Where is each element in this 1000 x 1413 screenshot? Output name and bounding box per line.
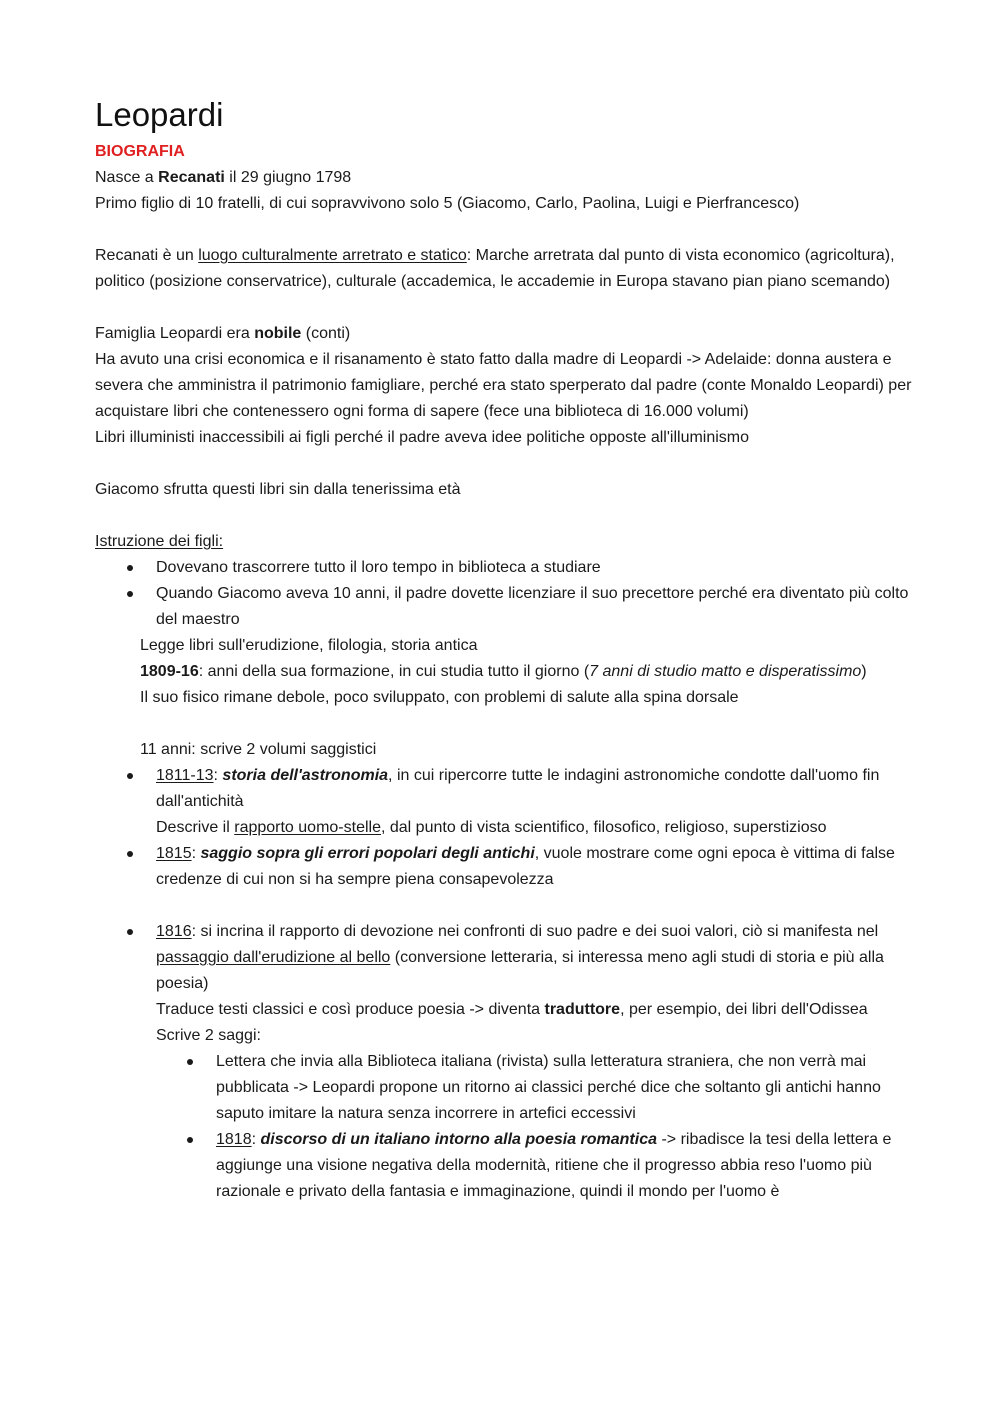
underlined-text: luogo culturalmente arretrato e statico: [198, 247, 467, 264]
text: Descrive il: [156, 819, 235, 836]
list-item: [95, 841, 915, 893]
text: il 29 giugno 1798: [224, 169, 352, 186]
list-item-nested: Lettera che invia alla Biblioteca italiana (rivista) sulla letteratura straniera, che non verrà mai pubblicata -> Leopardi propone un ritorno ai classici perché dice che soltanto gli antichi hanno saputo imitare la natura senza incorrere in artefici eccessivi: [95, 1049, 915, 1127]
spacer: [95, 893, 915, 919]
family-line: [95, 321, 915, 347]
underlined-text: 1816: [156, 923, 192, 940]
bold-text: nobile: [254, 325, 302, 342]
underlined-text: 1818: [216, 1131, 252, 1148]
recanati-paragraph: [95, 243, 915, 295]
crisis-paragraph: Ha avuto una crisi economica e il risanamento è stato fatto dalla madre di Leopardi -> Adelaide: donna austera e severa che amministra il patrimonio famigliare, perché era stato sperperato dal padre (conte Monaldo Leopardi) per acquistare libri che contenessero ogni forma di sapere (fece una biblioteca di 16.000 volumi): [95, 351, 912, 420]
text: : si incrina il rapporto di devozione nei confronti di suo padre e dei suoi valori, ciò si manifesta nel: [191, 923, 879, 940]
text: (conti): [301, 325, 351, 342]
text: , in cui ripercorre tutte le indagini astronomiche condotte dall'uomo fin dall'antichità: [156, 767, 880, 810]
legge-line: Legge libri sull'erudizione, filologia, storia antica: [140, 637, 478, 654]
text: Recanati è un: [95, 247, 199, 264]
bold-text: Recanati: [158, 169, 225, 186]
text: : Marche arretrata dal punto di vista economico (agricoltura), politico (posizione conservatrice), culturale (accademica, le accademie in Europa stavano pian piano scemando): [95, 247, 895, 290]
bold-italic-text: discorso di un italiano intorno alla poesia romantica: [260, 1131, 657, 1148]
undici-line: 11 anni: scrive 2 volumi saggistici: [140, 741, 377, 758]
bold-text: 1809-16: [140, 663, 199, 680]
list-item: [95, 763, 915, 815]
page-title: Leopardi: [95, 96, 224, 133]
underlined-text: rapporto uomo-stelle: [234, 819, 381, 836]
list-item: Quando Giacomo aveva 10 anni, il padre dovette licenziare il suo precettore perché era diventato più colto del maestro: [95, 581, 915, 633]
text: Famiglia Leopardi era: [95, 325, 255, 342]
underlined-text: passaggio dall'erudizione al bello: [156, 949, 391, 966]
text: , per esempio, dei libri dell'Odissea: [620, 1001, 868, 1018]
saggi-line: Scrive 2 saggi:: [156, 1027, 261, 1044]
underlined-text: Istruzione dei figli:: [95, 533, 224, 550]
text: :: [251, 1131, 261, 1148]
formazione-line: [95, 659, 915, 685]
text: Nasce a: [95, 169, 159, 186]
text: :: [213, 767, 223, 784]
traduce-line: [95, 997, 915, 1023]
birth-line: [95, 165, 915, 191]
text: Traduce testi classici e così produce poesia -> diventa: [156, 1001, 545, 1018]
document-page: [95, 93, 915, 1205]
fisico-line: Il suo fisico rimane debole, poco sviluppato, con problemi di salute alla spina dorsale: [140, 689, 739, 706]
underlined-text: 1815: [156, 845, 192, 862]
text: -> ribadisce la tesi della lettera e aggiunge una visione negativa della modernità, ritiene che il progresso abbia reso l'uomo più razionale e privato della fantasia e immaginazione, quindi il mondo per l'uomo è: [216, 1131, 892, 1200]
bold-italic-text: saggio sopra gli errori popolari degli antichi: [200, 845, 535, 862]
text: , dal punto di vista scientifico, filosofico, religioso, superstizioso: [380, 819, 827, 836]
spacer: [95, 451, 915, 477]
spacer: [95, 295, 915, 321]
text: :: [191, 845, 201, 862]
books-line: Libri illuministi inaccessibili ai figli perché il padre aveva idee politiche opposte all'illuminismo: [95, 429, 750, 446]
text: ): [861, 663, 867, 680]
italic-text: 7 anni di studio matto e disperatissimo: [589, 663, 862, 680]
underlined-text: 1811-13: [156, 767, 214, 784]
descrive-line: [95, 815, 915, 841]
list-item: [95, 919, 915, 997]
spacer: [95, 217, 915, 243]
text: , vuole mostrare come ogni epoca è vittima di false credenze di cui non si ha sempre piena consapevolezza: [156, 845, 895, 888]
section-heading: BIOGRAFIA: [95, 143, 185, 160]
text: (conversione letteraria, si interessa meno agli studi di storia e più alla poesia): [156, 949, 884, 992]
list-item: Dovevano trascorrere tutto il loro tempo in biblioteca a studiare: [95, 555, 915, 581]
list-item-nested: [95, 1127, 915, 1205]
istruzione-heading: [95, 529, 915, 555]
spacer: [95, 711, 915, 737]
bold-text: traduttore: [544, 1001, 621, 1018]
bold-italic-text: storia dell'astronomia: [222, 767, 389, 784]
siblings-line: Primo figlio di 10 fratelli, di cui sopravvivono solo 5 (Giacomo, Carlo, Paolina, Luigi e Pierfrancesco): [95, 195, 800, 212]
text: : anni della sua formazione, in cui studia tutto il giorno (: [198, 663, 590, 680]
spacer: [95, 503, 915, 529]
giacomo-line: Giacomo sfrutta questi libri sin dalla tenerissima età: [95, 481, 461, 498]
